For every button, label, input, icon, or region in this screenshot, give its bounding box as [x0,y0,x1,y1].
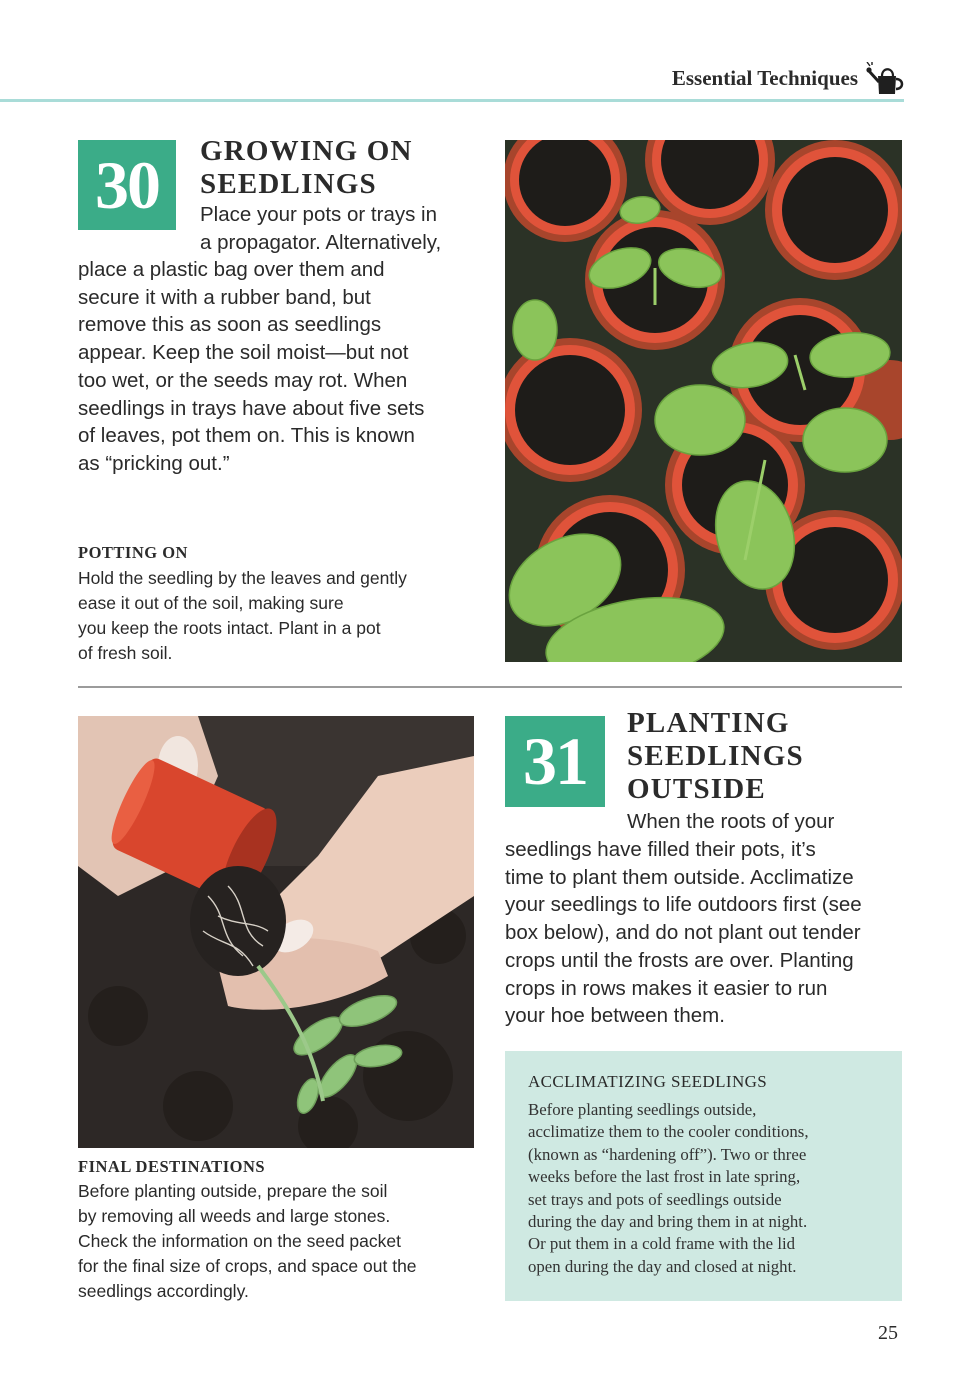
body-line: When the roots of your [627,810,835,833]
body-line: box below), and do not plant out tender [505,921,861,945]
sidebar-line: ease it out of the soil, making sure [78,593,344,613]
tip-number-badge: 30 [78,140,176,230]
body-line: seedlings have filled their pots, it’s [505,838,816,861]
tip-body [78,256,424,478]
tip-body [505,836,862,1030]
page-number: 25 [878,1322,898,1344]
final-destinations-heading: FINAL DESTINATIONS [78,1157,266,1176]
final-line: Before planting outside, prepare the soil [78,1181,388,1201]
title-line: OUTSIDE [627,773,766,805]
body-line: appear. Keep the soil moist—but not [78,341,409,365]
box-line: Or put them in a cold frame with the lid [528,1234,796,1254]
final-line: for the final size of crops, and space out the [78,1256,417,1276]
final-line: seedlings accordingly. [78,1281,249,1301]
body-line: crops until the frosts are over. Planting [505,948,854,972]
tip-body-intro [200,201,441,256]
body-line: Place your pots or trays in [200,203,437,226]
final-destinations-text [78,1179,417,1304]
title-line: PLANTING [627,707,790,739]
watering-can-icon [866,62,906,98]
hands-potting-seedling-photo [78,716,474,1148]
box-line: set trays and pots of seedlings outside [528,1189,782,1209]
body-line: your hoe between them. [505,1004,725,1028]
seedlings-in-pots-photo [505,140,902,662]
box-line: during the day and bring them in at night. [528,1212,808,1232]
final-line: by removing all weeds and large stones. [78,1206,391,1226]
tip-title [200,135,490,201]
header-rule [0,99,904,102]
tip-body-intro [627,808,834,836]
sidebar-line: Hold the seedling by the leaves and gently [78,568,407,588]
sidebar-heading: POTTING ON [78,543,188,562]
box-line: acclimatize them to the cooler conditions, [528,1122,809,1142]
title-line: SEEDLINGS [200,168,377,200]
acclimatizing-text [528,1099,809,1278]
box-line: open during the day and closed at night. [528,1256,797,1276]
tip-number-badge: 31 [505,716,605,807]
body-line: time to plant them outside. Acclimatize [505,865,854,889]
final-line: Check the information on the seed packet [78,1231,401,1251]
title-line: GROWING ON [200,135,413,167]
body-line: as “pricking out.” [78,451,230,475]
box-line: (known as “hardening off”). Two or three [528,1144,807,1164]
body-line: remove this as soon as seedlings [78,313,382,337]
body-line: too wet, or the seeds may rot. When [78,368,408,392]
box-line: Before planting seedlings outside, [528,1100,757,1119]
body-line: secure it with a rubber band, but [78,285,371,309]
body-line: a propagator. Alternatively, [200,230,442,254]
body-line: crops in rows makes it easier to run [505,976,828,1000]
tip-title [627,707,907,806]
sidebar-line: you keep the roots intact. Plant in a pot [78,618,381,638]
sidebar-line: of fresh soil. [78,643,173,663]
acclimatizing-heading: ACCLIMATIZING SEEDLINGS [528,1072,768,1091]
box-line: weeks before the last frost in late spring, [528,1167,801,1187]
body-line: your seedlings to life outdoors first (see [505,893,862,917]
running-head: Essential Techniques [671,66,858,90]
body-line: of leaves, pot them on. This is known [78,424,415,448]
title-line: SEEDLINGS [627,740,804,772]
sidebar-text [78,566,407,666]
body-line: seedlings in trays have about five sets [78,396,425,420]
body-line: place a plastic bag over them and [78,258,385,281]
section-divider [78,686,902,688]
